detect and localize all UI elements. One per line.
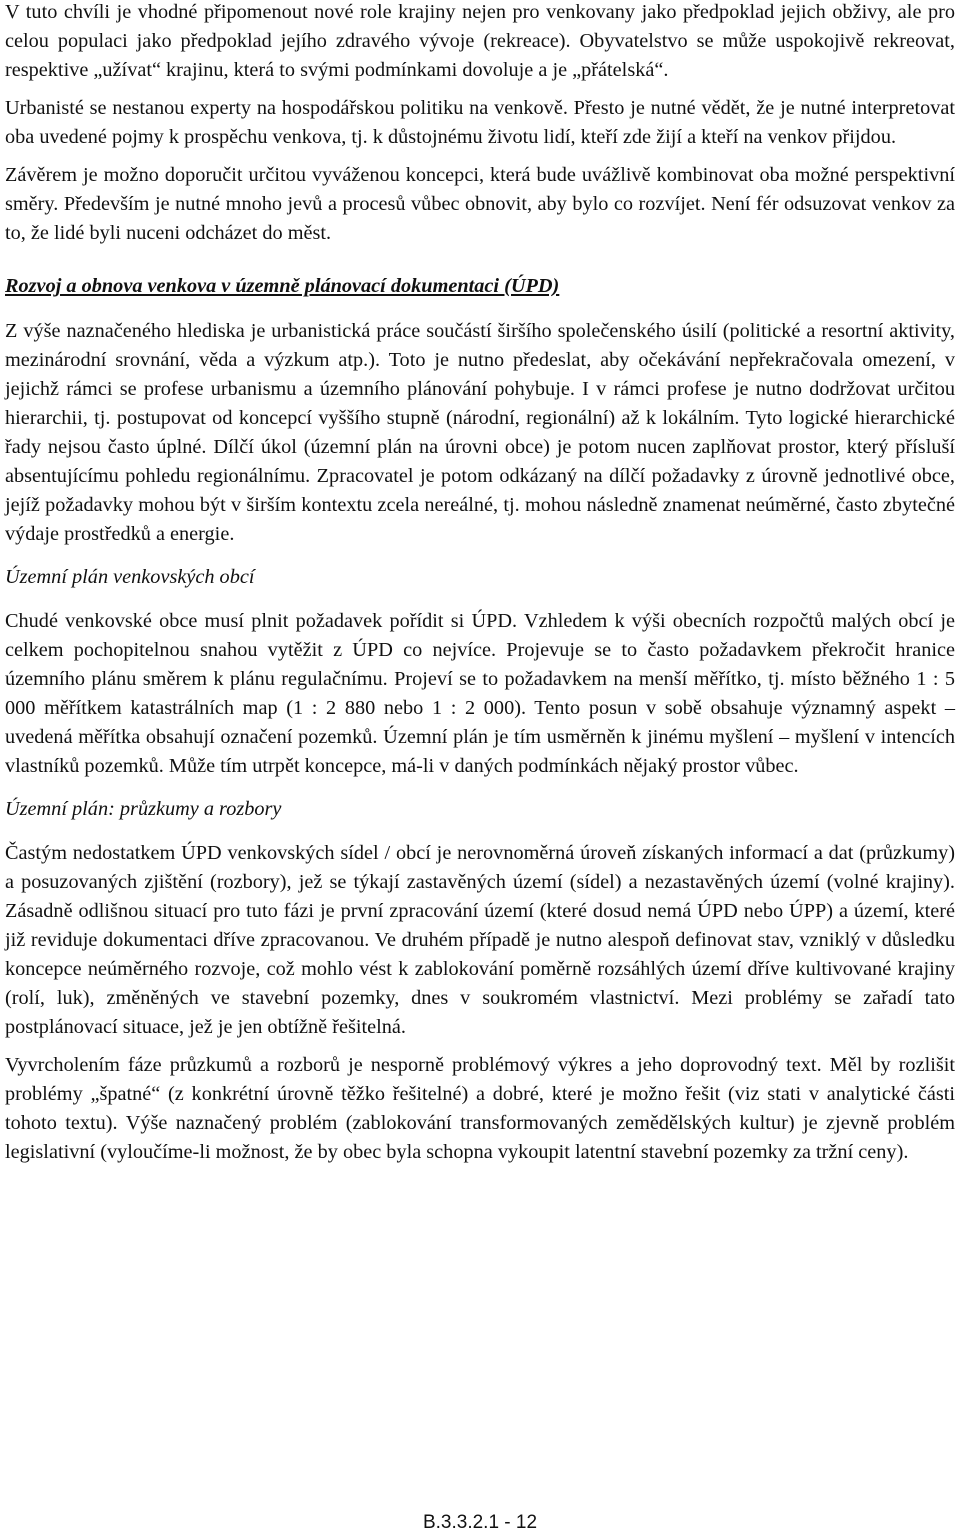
paragraph-conclusion: Závěrem je možno doporučit určitou vyváženou koncepci, která bude uvážlivě kombinovat oba možné perspektivní směry. Především je nutné mnoho jevů a procesů vůbec obnovit, aby bylo co rozvíjet. Není fér odsuzovat venkov za to, že lidé byli nuceni odcházet do měst. xyxy=(5,164,955,244)
section-heading-rural-development: Rozvoj a obnova venkova v územně plánovací dokumentaci (ÚPD) xyxy=(5,275,560,297)
paragraph-landscape-roles: V tuto chvíli je vhodné připomenout nové role krajiny nejen pro venkovany jako předpoklad jejich obživy, ale pro celou populaci jako předpoklad jejího zdravého vývoje (rekreace). Obyvatelstvo se může uspokojivě rekreovat, respektive „užívat“ krajinu, která to svými podmínkami dovoluje a je „přátelská“. xyxy=(5,1,955,81)
subsection-body-surveys-1: Častým nedostatkem ÚPD venkovských sídel / obcí je nerovnoměrná úroveň získaných informací a dat (průzkumy) a posuzovaných zjištění (rozbory), jež se týkají zastavěných území (sídel) a nezastavěných území (volné krajiny). Zásadně odlišnou situací pro tuto fázi je první zpracování území (které dosud nemá ÚPD nebo ÚPP) a území, které již reviduje dokumentaci dříve zpracovanou. Ve druhém případě je nutno alespoň definovat stav, vzniklý v důsledku koncepce neúměrného rozvoje, což mohlo vést k zablokování poměrně rozsáhlých území dříve kultivované krajiny (rolí, luk), změněných ve stavební pozemky, dnes v soukromém vlastnictví. Mezi problémy se zařadí tato postplánovací situace, jež je jen obtížně řešitelná. xyxy=(5,842,955,1038)
document-page xyxy=(5,0,955,1167)
subsection-heading-rural-plan: Územní plán venkovských obcí xyxy=(5,566,255,588)
subsection-body-rural-plan: Chudé venkovské obce musí plnit požadavek pořídit si ÚPD. Vzhledem k výši obecních rozpočtů malých obcí je celkem pochopitelnou snahou vytěžit z ÚPD co nejvíce. Projevuje se to často požadavkem překročit hranice územního plánu směrem k plánu regulačnímu. Projeví se to požadavkem na menší měřítko, tj. místo běžného 1 : 5 000 měřítkem katastrálních map (1 : 2 880 nebo 1 : 2 000). Tento posun v sobě obsahuje významný aspekt – uvedená měřítka obsahují označení pozemků. Územní plán je tím usměrněn k jinému myšlení – myšlení v intencích vlastníků pozemků. Může tím utrpět koncepce, má-li v daných podmínkách nějaký prostor vůbec. xyxy=(5,610,955,777)
paragraph-urbanists: Urbanisté se nestanou experty na hospodářskou politiku na venkově. Přesto je nutné vědět, že je nutné interpretovat oba uvedené pojmy k prospěchu venkova, tj. k důstojnému životu lidí, kteří zde žijí a kteří na venkov přijdou. xyxy=(5,97,955,148)
page-number: B.3.3.2.1 - 12 xyxy=(422,1512,538,1533)
section-body-rural-development: Z výše naznačeného hlediska je urbanistická práce součástí širšího společenského úsilí (politické a resortní aktivity, mezinárodní srovnání, věda a výzkum atp.). Toto je nutno předeslat, aby očekávání nepřekračovala omezení, v jejichž rámci se profese urbanismu a územního plánování pohybuje. I v rámci profese je nutno dodržovat určitou hierarchii, tj. postupovat od koncepcí vyššího stupně (národní, regionální) až k lokálním. Tyto logické hierarchické řady nejsou často úplné. Dílčí úkol (územní plán na úrovni obce) je potom nucen zaplňovat prostor, který přísluší absentujícímu pohledu regionálnímu. Zpracovatel je potom odkázaný na dílčí požadavky z úrovně jednotlivé obce, jejíž požadavky mohou být v širším kontextu zcela nereálné, tj. mohou následně znamenat neúměrné, často zbytečné výdaje prostředků a energie. xyxy=(5,320,955,545)
subsection-body-surveys-2: Vyvrcholením fáze průzkumů a rozborů je nesporně problémový výkres a jeho doprovodný text. Měl by rozlišit problémy „špatné“ (z konkrétní úrovně těžko řešitelné) a dobré, které je možno řešit (viz stati v analytické části tohoto textu). Výše naznačený problém (zablokování transformovaných zemědělských kultur) je zjevně problém legislativní (vyloučíme-li možnost, že by obec byla schopna vykoupit latentní stavební pozemky za tržní ceny). xyxy=(5,1054,955,1163)
subsection-heading-surveys: Územní plán: průzkumy a rozbory xyxy=(5,798,282,820)
